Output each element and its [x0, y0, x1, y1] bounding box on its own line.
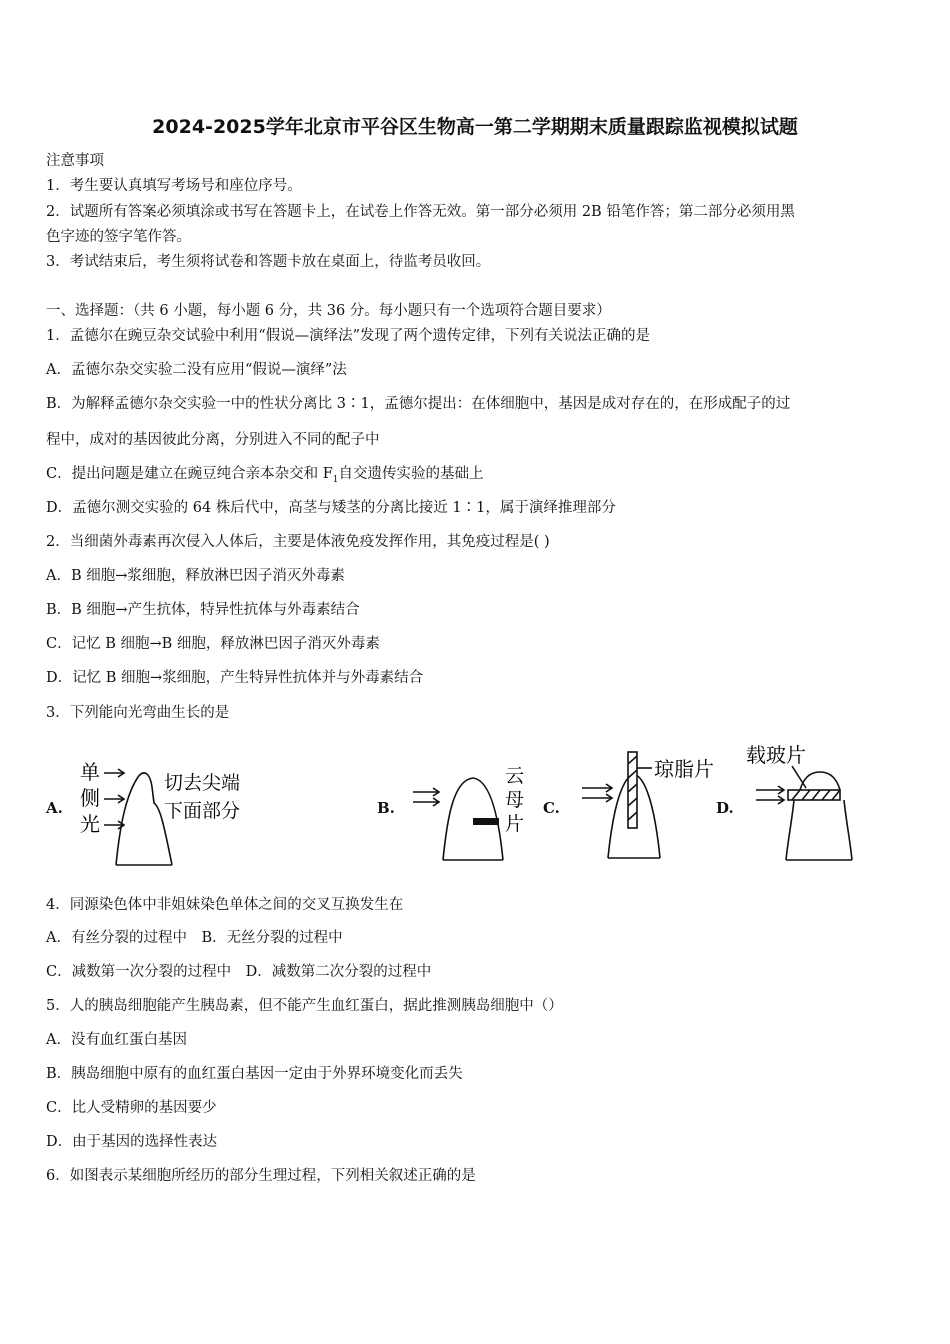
- cut-label-line: 切去尖端: [164, 772, 241, 794]
- q1-option-c-sub: 1: [332, 474, 339, 485]
- q6-stem: 6．如图表示某细胞所经历的部分生理过程，下列相关叙述正确的是: [46, 1168, 476, 1184]
- q2-option-a: A．B 细胞→浆细胞，释放淋巴因子消灭外毒素: [46, 568, 345, 584]
- page-title: 2024-2025学年北京市平谷区生物高一第二学期期末质量跟踪监视模拟试题: [152, 116, 798, 138]
- section-heading: 一、选择题：（共 6 小题，每小题 6 分，共 36 分。每小题只有一个选项符合题目要求）: [46, 303, 611, 319]
- q1-option-b: B．为解释孟德尔杂交实验一中的性状分离比 3∶1，孟德尔提出：在体细胞中，基因是成对存在的，在形成配子的过: [46, 396, 791, 412]
- q5-option-a: A．没有血红蛋白基因: [46, 1032, 187, 1048]
- q5-option-d: D．由于基因的选择性表达: [46, 1134, 218, 1150]
- q3-label-b: B.: [377, 799, 395, 817]
- q1-option-b-cont: 程中，成对的基因彼此分离，分别进入不同的配子中: [46, 432, 380, 448]
- q5-stem: 5．人的胰岛细胞能产生胰岛素，但不能产生血红蛋白，据此推测胰岛细胞中（）: [46, 998, 563, 1014]
- mica-label-char: 母: [505, 789, 525, 811]
- mica-label-char: 片: [505, 813, 525, 835]
- q4-stem: 4．同源染色体中非姐妹染色单体之间的交叉互换发生在: [46, 897, 404, 913]
- q3-label-d: D.: [716, 799, 734, 817]
- q3-figure-d: [742, 740, 862, 865]
- q3-stem: 3．下列能向光弯曲生长的是: [46, 705, 230, 721]
- q1-option-a: A．孟德尔杂交实验二没有应用“假说—演绎”法: [46, 362, 347, 378]
- q3-label-a: A.: [46, 799, 63, 817]
- q5-option-b: B．胰岛细胞中原有的血红蛋白基因一定由于外界环境变化而丢失: [46, 1066, 463, 1082]
- q1-option-d: D．孟德尔测交实验的 64 株后代中，高茎与矮茎的分离比接近 1∶1，属于演绎推理部分: [46, 500, 616, 516]
- coleoptile-body: [786, 800, 852, 860]
- q3-label-c: C.: [543, 799, 560, 817]
- q2-option-c: C．记忆 B 细胞→B 细胞，释放淋巴因子消灭外毒素: [46, 636, 380, 652]
- note-item: 2．试题所有答案必须填涂或书写在答题卡上，在试卷上作答无效。第一部分必须用 2B 铅笔作答；第二部分必须用黑: [46, 204, 795, 220]
- cut-label-line: 下面部分: [164, 800, 241, 822]
- light-label-char: 单: [80, 760, 100, 784]
- agar-label: 琼脂片: [654, 757, 714, 781]
- glass-slide-label: 载玻片: [746, 743, 806, 767]
- q2-option-b: B．B 细胞→产生抗体，特异性抗体与外毒素结合: [46, 602, 360, 618]
- q2-option-d: D．记忆 B 细胞→浆细胞，产生特异性抗体并与外毒素结合: [46, 670, 424, 686]
- mica-label-char: 云: [505, 765, 525, 787]
- q1-option-c-text-end: 自交遗传实验的基础上: [338, 466, 484, 482]
- q4-options-ab: A．有丝分裂的过程中 B．无丝分裂的过程中: [46, 930, 343, 946]
- q1-option-c-text: C．提出问题是建立在豌豆纯合亲本杂交和 F: [46, 466, 333, 482]
- notes-heading: 注意事项: [46, 153, 104, 169]
- mica-sheet: [473, 818, 499, 825]
- note-item: 1．考生要认真填写考场号和座位序号。: [46, 178, 302, 194]
- q2-stem: 2．当细菌外毒素再次侵入人体后，主要是体液免疫发挥作用，其免疫过程是( ): [46, 534, 550, 550]
- q5-option-c: C．比人受精卵的基因要少: [46, 1100, 217, 1116]
- q4-options-cd: C．减数第一次分裂的过程中 D．减数第二次分裂的过程中: [46, 964, 432, 980]
- light-label-char: 侧: [80, 786, 100, 810]
- light-label-char: 光: [80, 812, 100, 836]
- q3-figure-b: [405, 760, 535, 865]
- q1-stem: 1．孟德尔在豌豆杂交试验中利用“假说—演绎法”发现了两个遗传定律，下列有关说法正确的是: [46, 328, 651, 344]
- note-item: 3．考试结束后，考生须将试卷和答题卡放在桌面上，待监考员收回。: [46, 254, 491, 270]
- label-leader-line: [792, 766, 806, 788]
- q3-figure-a: [72, 755, 262, 870]
- q3-figure-c: [572, 748, 752, 863]
- note-item: 色字迹的签字笔作答。: [46, 229, 191, 245]
- q1-option-c: [46, 464, 910, 490]
